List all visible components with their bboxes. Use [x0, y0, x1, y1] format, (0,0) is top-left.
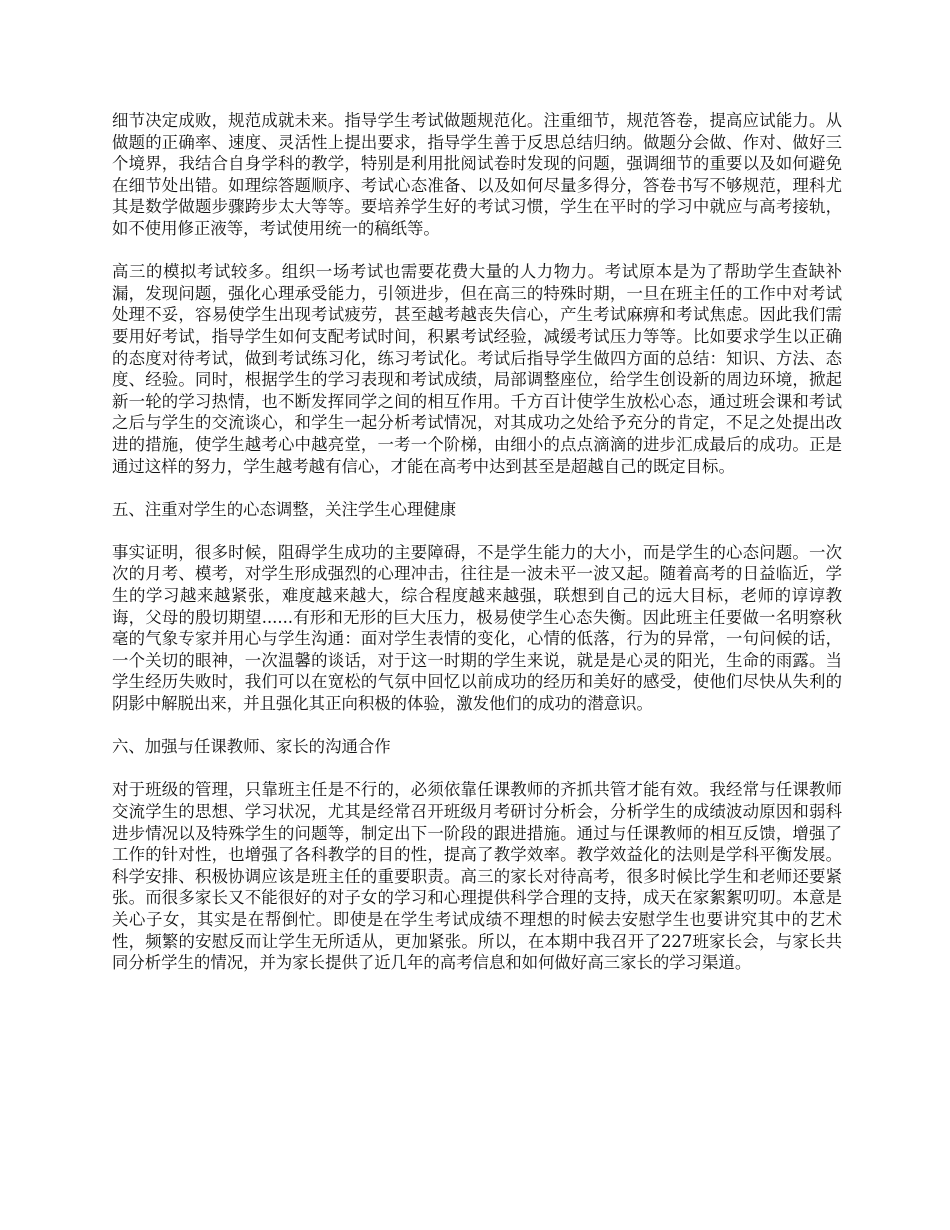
document-page	[112, 110, 842, 995]
section-heading-teacher-parent-cooperation: 六、加强与任课教师、家长的沟通合作	[112, 737, 391, 757]
paragraph-exam-standards: 细节决定成败，规范成就未来。指导学生考试做题规范化。注重细节，规范答卷，提高应试能力。从做题的正确率、速度、灵活性上提出要求，指导学生善于反思总结归纳。做题分会做、作对、做好三个境界，我结合自身学科的教学，特别是利用批阅试卷时发现的问题，强调细节的重要以及如何避免在细节处出错。如理综答题顺序、考试心态准备、以及如何尽量多得分，答卷书写不够规范，理科尤其是数学做题步骤跨步太大等等。要培养学生好的考试习惯，学生在平时的学习中就应与高考接轨，如不使用修正液等，考试使用统一的稿纸等。	[112, 111, 842, 238]
paragraph-teacher-parent-cooperation: 对于班级的管理，只靠班主任是不行的，必须依靠任课教师的齐抓共管才能有效。我经常与任课教师交流学生的思想、学习状况，尤其是经常召开班级月考研讨分析会，分析学生的成绩波动原因和弱科进步情况以及特殊学生的问题等，制定出下一阶段的跟进措施。通过与任课教师的相互反馈，增强了工作的针对性，也增强了各科教学的目的性，提高了教学效率。教学效益化的法则是学科平衡发展。科学安排、积极协调应该是班主任的重要职责。高三的家长对待高考，很多时候比学生和老师还要紧张。而很多家长又不能很好的对子女的学习和心理提供科学合理的支持，成天在家絮絮叨叨。本意是关心子女，其实是在帮倒忙。即使是在学生考试成绩不理想的时候去安慰学生也要讲究其中的艺术性，频繁的安慰反而让学生无所适从，更加紧张。所以，在本期中我召开了227班家长会，与家长共同分析学生的情况，并为家长提供了近几年的高考信息和如何做好高三家长的学习渠道。	[112, 780, 842, 973]
paragraph-mental-health: 事实证明，很多时候，阻碍学生成功的主要障碍，不是学生能力的大小，而是学生的心态问题。一次次的月考、模考，对学生形成强烈的心理冲击，往往是一波未平一波又起。随着高考的日益临近，学生的学习越来越紧张，难度越来越大，综合程度越来越强，联想到自己的远大目标，老师的谆谆教诲，父母的殷切期望......有形和无形的巨大压力，极易使学生心态失衡。因此班主任要做一名明察秋毫的气象专家并用心与学生沟通：面对学生表情的变化，心情的低落，行为的异常，一句问候的话，一个关切的眼神，一次温馨的谈话，对于这一时期的学生来说，就是是心灵的阳光，生命的雨露。当学生经历失败时，我们可以在宽松的气氛中回忆以前成功的经历和美好的感受，使他们尽快从失利的阴影中解脱出来，并且强化其正向积极的体验，激发他们的成功的潜意识。	[112, 542, 842, 714]
section-heading-mental-health: 五、注重对学生的心态调整，关注学生心理健康	[112, 499, 457, 519]
paragraph-mock-exams: 高三的模拟考试较多。组织一场考试也需要花费大量的人力物力。考试原本是为了帮助学生查缺补漏，发现问题，强化心理承受能力，引领进步，但在高三的特殊时期，一旦在班主任的工作中对考试处理不妥，容易使学生出现考试疲劳，甚至越考越丧失信心，产生考试麻痹和考试焦虑。因此我们需要用好考试，指导学生如何支配考试时间，积累考试经验，减缓考试压力等等。比如要求学生以正确的态度对待考试，做到考试练习化，练习考试化。考试后指导学生做四方面的总结：知识、方法、态度、经验。同时，根据学生的学习表现和考试成绩，局部调整座位，给学生创设新的周边环境，掀起新一轮的学习热情，也不断发挥同学之间的相互作用。千方百计使学生放松心态，通过班会课和考试之后与学生的交流谈心，和学生一起分析考试情况，对其成功之处给予充分的肯定，不足之处提出改进的措施，使学生越考心中越亮堂，一考一个阶梯，由细小的点点滴滴的进步汇成最后的成功。正是通过这样的努力，学生越考越有信心，才能在高考中达到甚至是超越自己的既定目标。	[112, 262, 842, 476]
